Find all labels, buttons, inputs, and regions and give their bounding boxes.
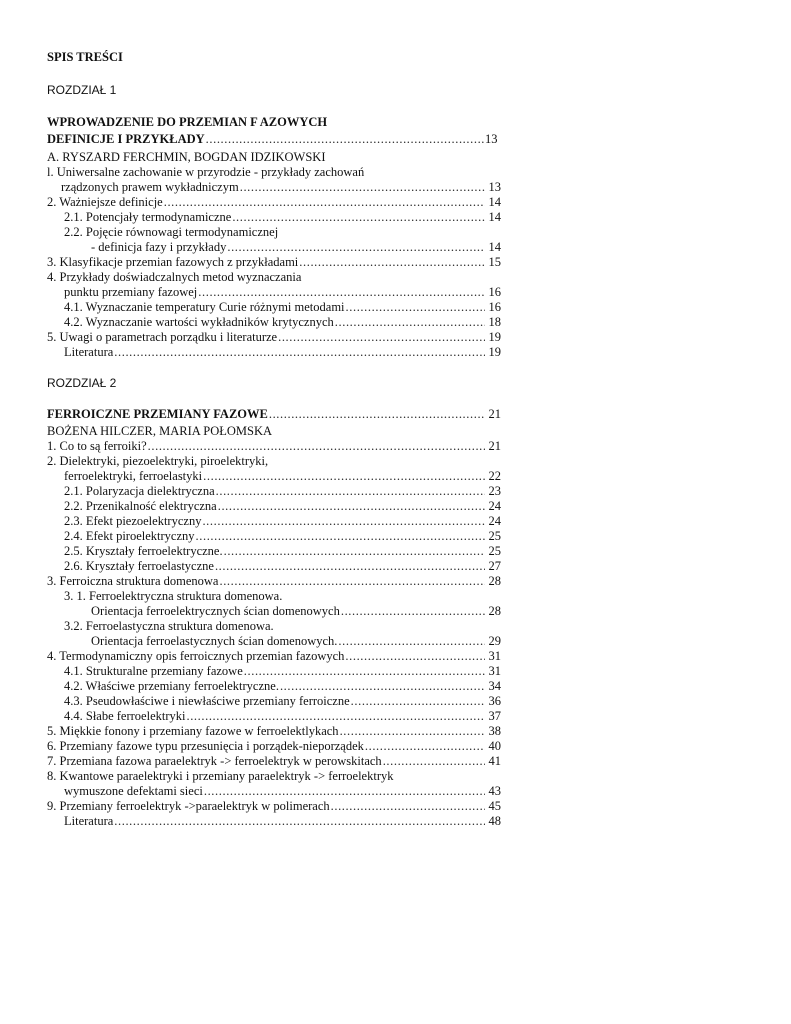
leader-dots (240, 180, 485, 195)
toc-entry-label: ferroelektryki, ferroelastyki (64, 469, 203, 483)
toc-entry[interactable] (64, 469, 501, 484)
toc-entry[interactable] (64, 285, 501, 300)
toc-entry[interactable] (64, 664, 501, 679)
page-number: 24 (488, 499, 501, 513)
leader-dots (164, 195, 485, 210)
toc-entry-label: 9. Przemiany ferroelektryk ->paraelektryk w polimerach (47, 799, 330, 813)
toc-entry-label: 7. Przemiana fazowa paraelektryk -> ferroelektryk w perowskitach (47, 754, 382, 768)
toc-entry[interactable] (47, 649, 501, 664)
toc-entry-label: 2.3. Efekt piezoelektryczny (64, 514, 202, 528)
page-number: 37 (488, 709, 501, 723)
toc-entry-label: - definicja fazy i przykłady (91, 240, 227, 254)
toc-entry-label: Literatura (64, 814, 114, 828)
leader-dots (216, 484, 485, 499)
page-number: 22 (488, 469, 501, 483)
toc-entry[interactable] (47, 574, 501, 589)
chapter-1-title-entry[interactable] (47, 132, 501, 147)
page-number: 14 (488, 195, 501, 209)
toc-entry[interactable] (47, 799, 501, 814)
toc-entry-label: 6. Przemiany fazowe typu przesunięcia i porządek-nieporządek (47, 739, 364, 753)
leader-dots (114, 345, 485, 360)
page-number: 38 (488, 724, 501, 738)
toc-entry-label: 5. Miękkie fonony i przemiany fazowe w ferroelektlykach (47, 724, 339, 738)
toc-entry[interactable] (64, 784, 501, 799)
page-number: 16 (488, 300, 501, 314)
toc-entry[interactable] (91, 240, 501, 255)
toc-entry[interactable] (64, 345, 501, 360)
toc-entry-label: 4.3. Pseudowłaściwe i niewłaściwe przemiany ferroiczne (64, 694, 350, 708)
toc-entry-label: 3. Ferroiczna struktura domenowa (47, 574, 219, 588)
page-title: SPIS TREŚCI (47, 50, 123, 64)
leader-dots (335, 315, 485, 330)
toc-entry[interactable] (64, 514, 501, 529)
page-number: 27 (488, 559, 501, 573)
toc-entry-label: punktu przemiany fazowej (64, 285, 198, 299)
page-number: 31 (488, 664, 501, 678)
leader-dots (346, 300, 485, 315)
leader-dots (232, 210, 485, 225)
page-number: 13 (488, 180, 501, 194)
leader-dots (204, 784, 485, 799)
leader-dots (114, 814, 485, 829)
toc-entry[interactable] (64, 559, 501, 574)
toc-entry[interactable]: 3. 1. Ferroelektryczna struktura domenowa. (64, 589, 283, 603)
page-number: 15 (488, 255, 501, 269)
page-number: 48 (488, 814, 501, 828)
chapter-2-authors: BOŻENA HILCZER, MARIA POŁOMSKA (47, 424, 273, 438)
chapter-1-authors: A. RYSZARD FERCHMIN, BOGDAN IDZIKOWSKI (47, 150, 326, 164)
page-number: 36 (488, 694, 501, 708)
leader-dots (202, 514, 485, 529)
toc-entry[interactable]: 2. Dielektryki, piezoelektryki, piroelektryki, (47, 454, 269, 468)
toc-entry-label: 2.5. Kryształy ferroelektryczne. (64, 544, 223, 558)
leader-dots (365, 739, 485, 754)
toc-entry-label: 4.2. Wyznaczanie wartości wykładników krytycznych (64, 315, 334, 329)
toc-entry[interactable] (64, 709, 501, 724)
toc-entry-label: 2.4. Efekt piroelektryczny (64, 529, 195, 543)
page-number: 25 (488, 544, 501, 558)
toc-entry[interactable] (61, 180, 501, 195)
toc-entry-label: 4.2. Właściwe przemiany ferroelektryczne. (64, 679, 279, 693)
page-number: 21 (488, 439, 501, 453)
toc-entry-label: 2.6. Kryształy ferroelastyczne (64, 559, 214, 573)
toc-entry[interactable] (47, 255, 501, 270)
toc-entry-label: wymuszone defektami sieci (64, 784, 203, 798)
chapter-1-title-line2: DEFINICJE I PRZYKŁADY (47, 132, 205, 146)
leader-dots (351, 694, 485, 709)
toc-entry[interactable]: 3.2. Ferroelastyczna struktura domenowa. (64, 619, 274, 633)
leader-dots (340, 724, 485, 739)
toc-entry-label: 5. Uwagi o parametrach porządku i literaturze (47, 330, 278, 344)
leader-dots (206, 132, 485, 147)
toc-entry-label: rządzonych prawem wykładniczym (61, 180, 239, 194)
toc-entry[interactable]: 2.2. Pojęcie równowagi termodynamicznej (64, 225, 279, 239)
page-number: 40 (488, 739, 501, 753)
toc-entry[interactable] (64, 300, 501, 315)
page-number: 28 (488, 574, 501, 588)
toc-entry-label: 3. Klasyfikacje przemian fazowych z przykładami (47, 255, 299, 269)
page-number: 24 (488, 514, 501, 528)
leader-dots (299, 255, 485, 270)
chapter-2-title-entry[interactable] (47, 407, 501, 422)
page-number: 16 (488, 285, 501, 299)
toc-entry[interactable] (64, 679, 501, 694)
toc-entry[interactable] (47, 724, 501, 739)
leader-dots (196, 529, 485, 544)
leader-dots (280, 679, 485, 694)
toc-entry[interactable] (64, 484, 501, 499)
page-number: 18 (488, 315, 501, 329)
toc-entry-label: Orientacja ferroelastycznych ścian domenowych. (91, 634, 338, 648)
toc-entry-label: 4.1. Strukturalne przemiany fazowe (64, 664, 243, 678)
toc-entry[interactable] (64, 814, 501, 829)
leader-dots (219, 574, 485, 589)
toc-entry[interactable] (91, 604, 501, 619)
toc-entry-label: 4.1. Wyznaczanie temperatury Curie różnymi metodami (64, 300, 345, 314)
chapter-1-label: ROZDZIAŁ 1 (47, 83, 117, 97)
chapter-2-label: ROZDZIAŁ 2 (47, 376, 117, 390)
leader-dots (215, 559, 485, 574)
page-number: 29 (488, 634, 501, 648)
leader-dots (227, 240, 485, 255)
page-number: 19 (488, 330, 501, 344)
leader-dots (341, 604, 485, 619)
leader-dots (331, 799, 485, 814)
chapter-2-title: FERROICZNE PRZEMIANY FAZOWE (47, 407, 268, 421)
leader-dots (278, 330, 485, 345)
leader-dots (218, 499, 485, 514)
toc-entry[interactable] (64, 499, 501, 514)
toc-entry-label: 4.4. Słabe ferroelektryki (64, 709, 186, 723)
leader-dots (383, 754, 485, 769)
toc-entry-label: Orientacja ferroelektrycznych ścian domenowych (91, 604, 340, 618)
toc-entry[interactable]: 4. Przykłady doświadczalnych metod wyznaczania (47, 270, 302, 284)
toc-entry-label: 4. Termodynamiczny opis ferroicznych przemian fazowych (47, 649, 345, 663)
toc-entry[interactable] (47, 739, 501, 754)
toc-entry-label: 2. Ważniejsze definicje (47, 195, 163, 209)
toc-entry[interactable] (47, 439, 501, 454)
page-number: 14 (488, 240, 501, 254)
toc-entry[interactable] (91, 634, 501, 649)
toc-entry[interactable] (64, 694, 501, 709)
page-number: 14 (488, 210, 501, 224)
chapter-1-title: WPROWADZENIE DO PRZEMIAN F AZOWYCH (47, 115, 328, 129)
toc-entry-label: 2.1. Polaryzacja dielektryczna (64, 484, 215, 498)
toc-entry[interactable]: 8. Kwantowe paraelektryki i przemiany paraelektryk -> ferroelektryk (47, 769, 394, 783)
page-number: 19 (488, 345, 501, 359)
page-number: 28 (488, 604, 501, 618)
leader-dots (186, 709, 485, 724)
toc-entry[interactable] (64, 529, 501, 544)
toc-entry[interactable] (64, 315, 501, 330)
leader-dots (148, 439, 485, 454)
page-number: 21 (488, 407, 501, 421)
leader-dots (198, 285, 485, 300)
page-number: 25 (488, 529, 501, 543)
toc-entry-label: 2.1. Potencjały termodynamiczne (64, 210, 232, 224)
leader-dots (203, 469, 485, 484)
toc-entry-label: 2.2. Przenikalność elektryczna (64, 499, 217, 513)
toc-entry-label: Literatura (64, 345, 114, 359)
page-number: 31 (488, 649, 501, 663)
toc-entry[interactable] (64, 210, 501, 225)
toc-entry[interactable] (64, 544, 501, 559)
toc-entry[interactable] (47, 330, 501, 345)
leader-dots (224, 544, 485, 559)
page-number: 43 (488, 784, 501, 798)
toc-entry[interactable] (47, 195, 501, 210)
leader-dots (244, 664, 485, 679)
toc-entry[interactable]: l. Uniwersalne zachowanie w przyrodzie - przykłady zachowań (47, 165, 365, 179)
page-number: 23 (488, 484, 501, 498)
leader-dots (345, 649, 485, 664)
page-number: 45 (488, 799, 501, 813)
page-number: 41 (488, 754, 501, 768)
page-number: 13 (485, 132, 498, 146)
toc-entry-label: 1. Co to są ferroiki? (47, 439, 147, 453)
page-number: 34 (488, 679, 501, 693)
leader-dots (269, 407, 485, 422)
leader-dots (338, 634, 485, 649)
toc-entry[interactable] (47, 754, 501, 769)
